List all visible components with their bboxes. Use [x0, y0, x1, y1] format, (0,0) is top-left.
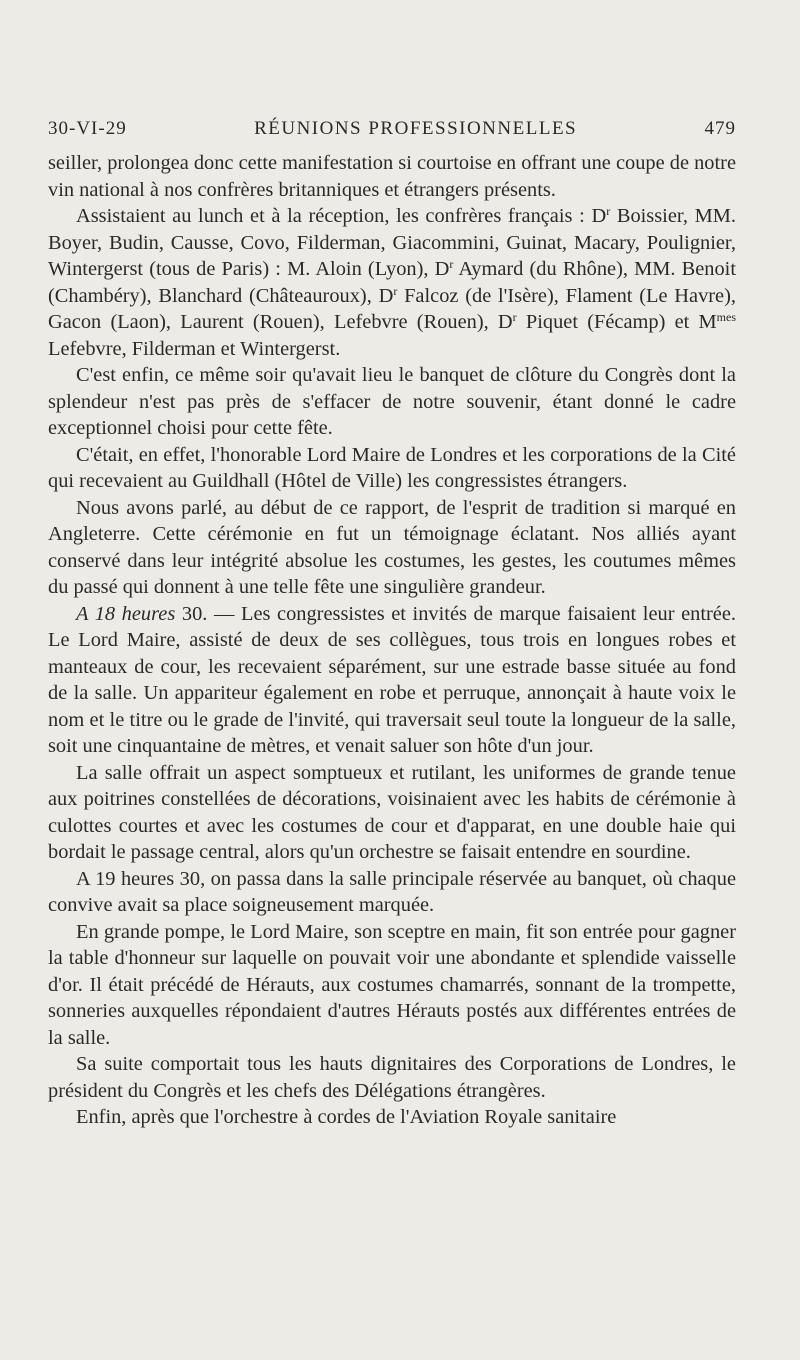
paragraph-11: Enfin, après que l'orchestre à cordes de l'Aviation Royale sanitaire [76, 1106, 617, 1128]
paragraph-10: Sa suite comportait tous les hauts dignitaires des Corporations de Londres, le président du Congrès et les chefs des Délégations étrangères. [48, 1053, 736, 1102]
paragraph-6: A 18 heures 30. — Les congressistes et invités de marque faisaient leur entrée. Le Lord Maire, assisté de deux de ses collègues, tous trois en longues robes et manteaux de cour, les recevaient séparément, sur une estrade basse située au fond de la salle. Un appariteur également en robe et perruque, annonçait à haute voix le nom et le titre ou le grade de l'invité, qui traversait seul toute la longueur de la salle, soit une cinquantaine de mètres, et venait saluer son hôte d'un jour. [48, 602, 736, 757]
paragraph-9: En grande pompe, le Lord Maire, son sceptre en main, fit son entrée pour gagner la table d'honneur sur laquelle on pouvait voir une abondante et splendide vaisselle d'or. Il était précédé de Hérauts, aux costumes chamarrés, sonnant de la trompette, sonneries auxquelles répondaient d'autres Hérauts postés aux différentes entrées de la salle. [48, 920, 736, 1049]
page-number: 479 [704, 118, 736, 139]
paragraph-8: A 19 heures 30, on passa dans la salle principale réservée au banquet, où chaque convive avait sa place soigneusement marquée. [48, 867, 736, 916]
running-header [48, 118, 736, 140]
paragraph-7: La salle offrait un aspect somptueux et rutilant, les uniformes de grande tenue aux poitrines constellées de décorations, voisinaient avec les habits de cérémonie à culottes courtes et avec les costumes de cour et d'apparat, en une double haie qui bordait le passage central, alors qu'un orchestre se faisait entendre en sourdine. [48, 761, 736, 863]
paragraph-2: Assistaient au lunch et à la réception, les confrères français : $D^r$ Boissier, MM. Boyer, Budin, Causse, Covo, Filderman, Giacommini, Guinat, Macary, Poulignier, Wintergerst (tous de Paris) : M. Aloin (Lyon), $D^r$ Aymard (du Rhône), MM. Benoit (Chambéry), Blanchard (Châteauroux), $D^r$ Falcoz (de l'Isère), Flament (Le Havre), Gacon (Laon), Laurent (Rouen), Lefebvre (Rouen), $D^r$ Piquet (Fécamp) et $M^{mes}$ Lefebvre, Filderman et Wintergerst. [48, 204, 736, 360]
header-title: RÉUNIONS PROFESSIONNELLES [254, 118, 578, 139]
header-date: 30-VI-29 [48, 118, 127, 139]
paragraph-3: C'est enfin, ce même soir qu'avait lieu le banquet de clôture du Congrès dont la splendeur n'est pas près de s'effacer de notre souvenir, étant donné le cadre exceptionnel choisi pour cette fête. [48, 364, 736, 439]
body-text [48, 150, 736, 1131]
paragraph-4: C'était, en effet, l'honorable Lord Maire de Londres et les corporations de la Cité qui recevaient au Guildhall (Hôtel de Ville) les congressistes étrangers. [48, 443, 736, 492]
paragraph-1: seiller, prolongea donc cette manifestation si courtoise en offrant une coupe de notre vin national à nos confrères britanniques et étrangers présents. [48, 152, 736, 201]
paragraph-5: Nous avons parlé, au début de ce rapport, de l'esprit de tradition si marqué en Angleterre. Cette cérémonie en fut un témoignage éclatant. Nos alliés ayant conservé dans leur intégrité absolue les costumes, les gestes, les coutumes mêmes du passé qui donnent à une telle fête une singulière grandeur. [48, 496, 736, 598]
